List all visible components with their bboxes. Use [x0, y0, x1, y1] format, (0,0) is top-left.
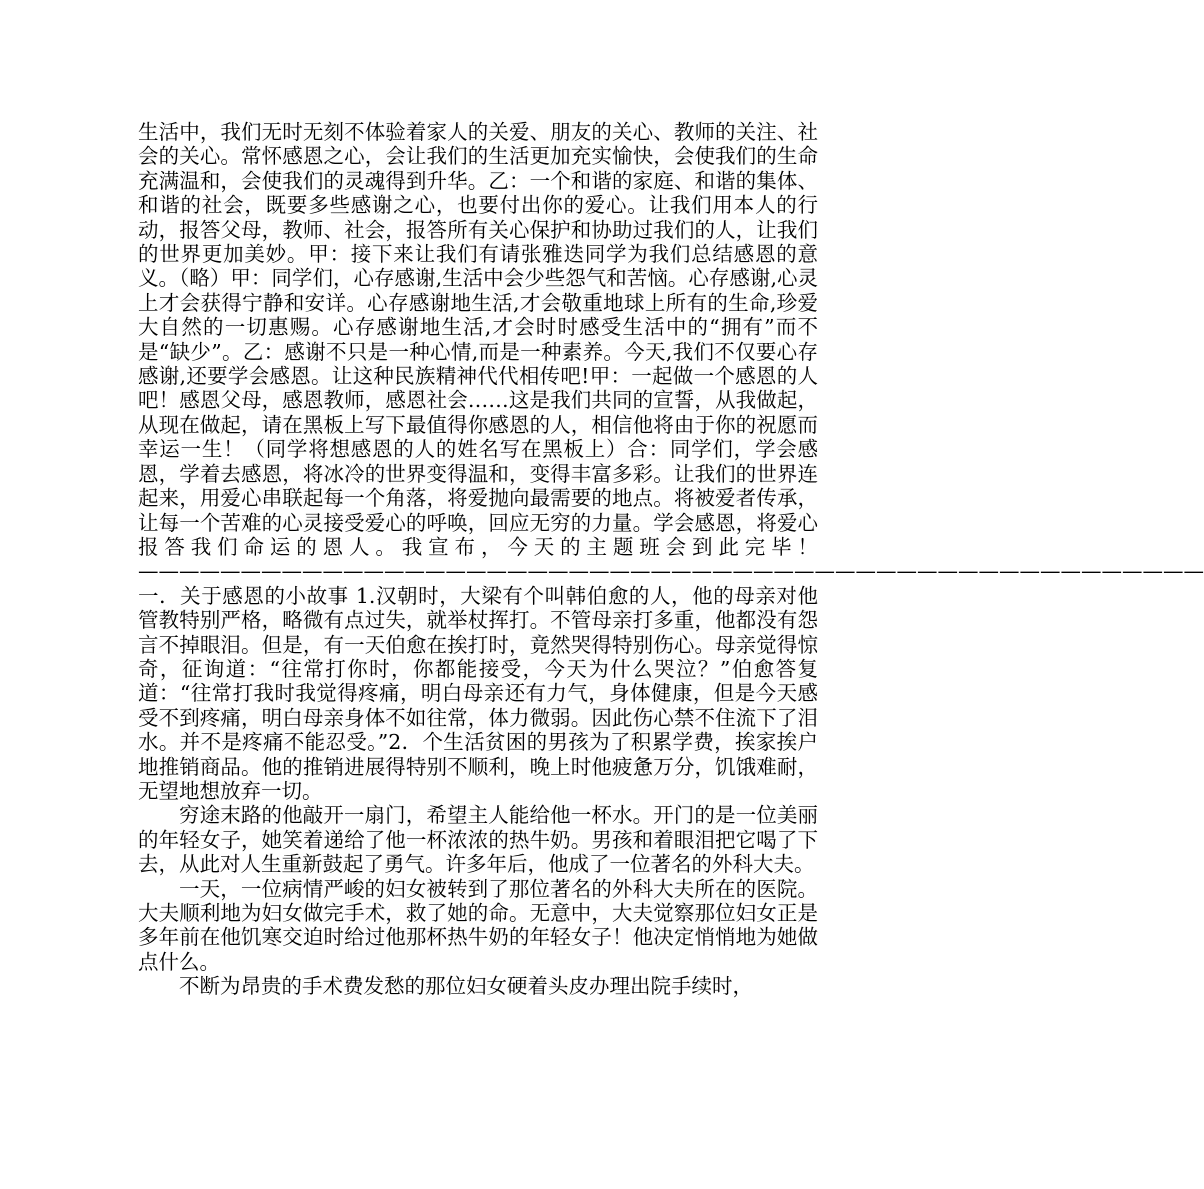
paragraph-2: 穷途末路的他敲开一扇门，希望主人能给他一杯水。开门的是一位美丽的年轻女子，她笑着递给了他一杯浓浓的热牛奶。男孩和着眼泪把它喝了下去，从此对人生重新鼓起了勇气。许多年后，他成了一位著名的外科大夫。	[138, 803, 818, 877]
paragraph-1: 生活中，我们无时无刻不体验着家人的关爱、朋友的关心、教师的关注、社会的关心。常怀感恩之心，会让我们的生活更加充实愉快，会使我们的生命充满温和，会使我们的灵魂得到升华。乙：一个和谐的家庭、和谐的集体、和谐的社会，既要多些感谢之心，也要付出你的爱心。让我们用本人的行动，报答父母，教师、社会，报答所有关心保护和协助过我们的人，让我们的世界更加美妙。甲：接下来让我们有请张雅迭同学为我们总结感恩的意义。（略）甲：同学们，心存感谢,生活中会少些怨气和苦恼。心存感谢,心灵上才会获得宁静和安详。心存感谢地生活,才会敬重地球上所有的生命,珍爱大自然的一切惠赐。心存感谢地生活,才会时时感受生活中的“拥有”而不是“缺少”。乙：感谢不只是一种心情,而是一种素养。今天,我们不仅要心存感谢,还要学会感恩。让这种民族精神代代相传吧!甲：一起做一个感恩的人吧！感恩父母，感恩教师，感恩社会……这是我们共同的宣誓，从我做起，从现在做起，请在黑板上写下最值得你感恩的人，相信他将由于你的祝愿而幸运一生！（同学将想感恩的人的姓名写在黑板上）合：同学们，学会感恩，学着去感恩，将冰冷的世界变得温和，变得丰富多彩。让我们的世界连起来，用爱心串联起每一个角落，将爱抛向最需要的地点。将被爱者传承，让每一个苦难的心灵接受爱心的呼唤，回应无穷的力量。学会感恩，将爱心报答我们命运的恩人。我宣布，今天的主题班会到此完毕！————————————————————————————————————————————————————一．关于感恩的小故事 1.汉朝时，大梁有个叫韩伯愈的人，他的母亲对他管教特别严格，略微有点过失，就举杖挥打。不管母亲打多重，他都没有怨言不掉眼泪。但是，有一天伯愈在挨打时，竟然哭得特别伤心。母亲觉得惊奇，征询道：“往常打你时，你都能接受，今天为什么哭泣？”伯愈答复道：“往常打我时我觉得疼痛，明白母亲还有力气，身体健康，但是今天感受不到疼痛，明白母亲身体不如往常，体力微弱。因此伤心禁不住流下了泪水。并不是疼痛不能忍受。”2．个生活贫困的男孩为了积累学费，挨家挨户地推销商品。他的推销进展得特别不顺利，晚上时他疲惫万分，饥饿难耐，无望地想放弃一切。	[138, 120, 1204, 803]
paragraph-4: 不断为昂贵的手术费发愁的那位妇女硬着头皮办理出院手续时，	[179, 974, 753, 999]
document-body	[138, 120, 1204, 999]
paragraph-3: 一天，一位病情严峻的妇女被转到了那位著名的外科大夫所在的医院。大夫顺利地为妇女做完手术，救了她的命。无意中，大夫觉察那位妇女正是多年前在他饥寒交迫时给过他那杯热牛奶的年轻女子！他决定悄悄地为她做点什么。	[138, 876, 818, 974]
